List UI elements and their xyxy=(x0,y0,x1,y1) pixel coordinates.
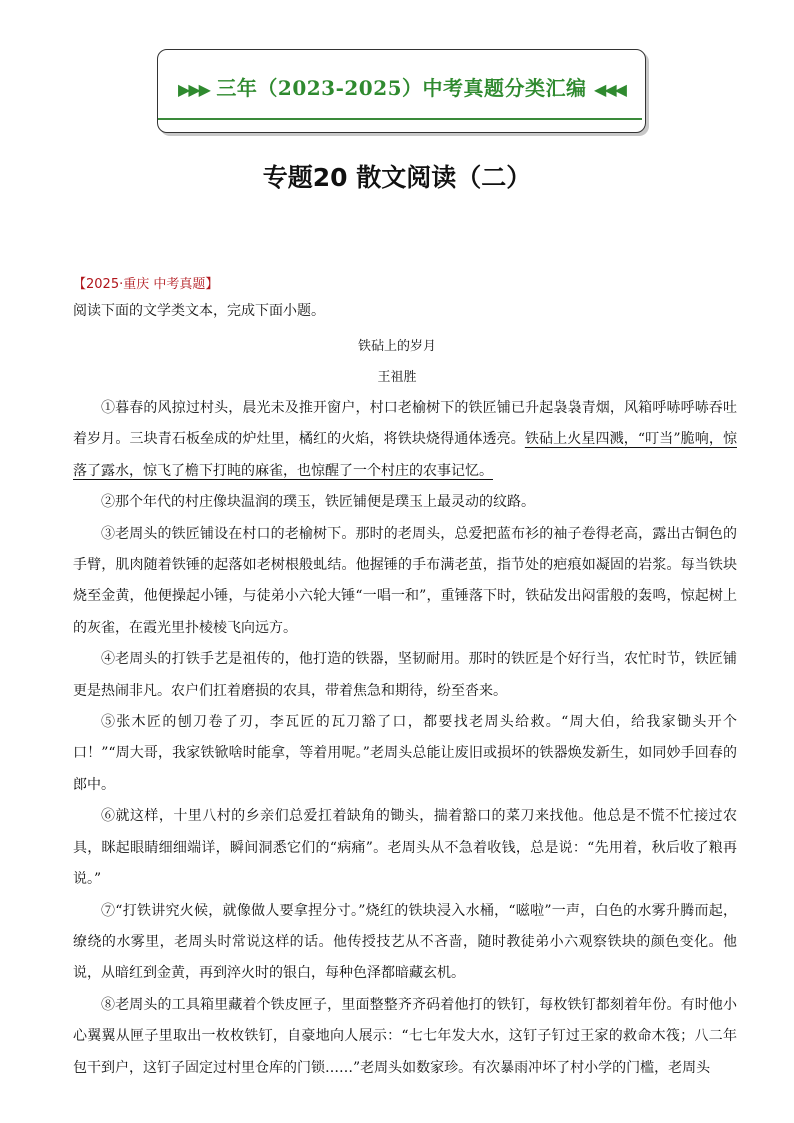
right-arrows-icon: ◀◀◀ xyxy=(594,80,625,99)
paragraph-2: ②那个年代的村庄像块温润的璞玉，铁匠铺便是璞玉上最灵动的纹路。 xyxy=(101,494,535,511)
paragraph-6: ⑥就这样，十里八村的乡亲们总爱扛着缺角的锄头，揣着豁口的菜刀来找他。他总是不慌不忙接过农具，眯起眼睛细细端详，瞬间洞悉它们的“病痛”。老周头从不急着收钱，总是说：“先用着，秋后收了粮再说。” xyxy=(73,808,737,888)
page-title: 专题20 散文阅读（二） xyxy=(262,163,532,192)
paragraph-3: ③老周头的铁匠铺设在村口的老榆树下。那时的老周头，总爱把蓝布衫的袖子卷得老高，露出古铜色的手臂，肌肉随着铁锤的起落如老树根般虬结。他握锤的手布满老茧，指节处的疤痕如凝固的岩浆。每当铁块烧至金黄，他便操起小锤，与徒弟小六轮大锤“一唱一和”，重锤落下时，铁砧发出闷雷般的轰鸣，惊起树上的灰雀，在霞光里扑棱棱飞向远方。 xyxy=(73,525,737,636)
banner-divider xyxy=(158,118,642,120)
underlined-sentence: 铁砧上火星四溅，“叮当”脆响，惊落了露水，惊飞了檐下打盹的麻雀，也惊醒了一个村庄的农事记忆。 xyxy=(73,431,737,479)
paragraph-1 xyxy=(73,393,737,487)
essay-title: 铁砧上的岁月 xyxy=(357,339,436,354)
paragraph-4: ④老周头的打铁手艺是祖传的，他打造的铁器，坚韧耐用。那时的铁匠是个好行当，农忙时节，铁匠铺更是热闹非凡。农户们扛着磨损的农具，带着焦急和期待，纷至沓来。 xyxy=(73,651,737,699)
banner-title: 三年（2023-2025）中考真题分类汇编 xyxy=(216,76,587,100)
header-banner xyxy=(157,49,646,133)
source-tag: 【2025·重庆 中考真题】 xyxy=(73,277,219,292)
paragraph-8: ⑧老周头的工具箱里藏着个铁皮匣子，里面整整齐齐码着他打的铁钉，每枚铁钉都刻着年份。有时他小心翼翼从匣子里取出一枚枚铁钉，自豪地向人展示：“七七年发大水，这钉子钉过王家的救命木筏；八二年包干到户，这钉子固定过村里仓库的门锁……”老周头如数家珍。有次暴雨冲坏了村小学的门槛，老周头 xyxy=(73,996,737,1076)
essay-body xyxy=(73,393,737,1084)
instruction-text: 阅读下面的文学类文本，完成下面小题。 xyxy=(73,303,325,319)
essay-author: 王祖胜 xyxy=(377,370,417,385)
left-arrows-icon: ▶▶▶ xyxy=(178,80,209,99)
paragraph-1-text: ①暮春的风掠过村头，晨光未及推开窗户，村口老榆树下的铁匠铺已升起袅袅青烟，风箱呼哧呼哧吞吐着岁月。三块青石板垒成的炉灶里，橘红的火焰，将铁块烧得通体透亮。 xyxy=(73,400,737,448)
paragraph-5: ⑤张木匠的刨刀卷了刃，李瓦匠的瓦刀豁了口，都要找老周头给救。“周大伯，给我家锄头开个口！”“周大哥，我家铁锨啥时能拿，等着用呢。”老周头总能让废旧或损坏的铁器焕发新生，如同妙手回春的郎中。 xyxy=(73,714,737,793)
banner-text-row xyxy=(158,72,645,101)
paragraph-7: ⑦“打铁讲究火候，就像做人要拿捏分寸。”烧红的铁块浸入水桶，“嗞啦”一声，白色的水雾升腾而起，缭绕的水雾里，老周头时常说这样的话。他传授技艺从不吝啬，随时教徒弟小六观察铁块的颜色变化。他说，从暗红到金黄，再到淬火时的银白，每种色泽都暗藏玄机。 xyxy=(73,902,737,982)
